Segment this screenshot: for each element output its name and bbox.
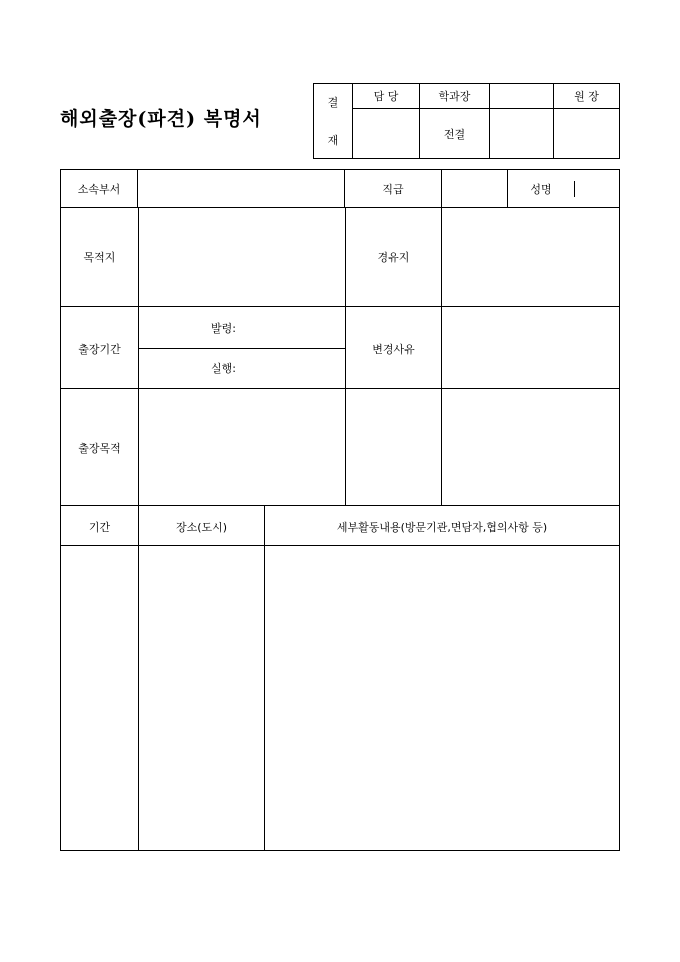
rank-label: 직급 <box>345 170 442 208</box>
affiliation-field[interactable] <box>138 170 345 208</box>
approval-wonjang-header: 원 장 <box>554 84 620 109</box>
destination-field[interactable] <box>139 207 345 306</box>
approval-blank-sign[interactable] <box>490 109 554 159</box>
approval-blank-header <box>490 84 554 109</box>
approval-hakgwajang-header: 학과장 <box>420 84 490 109</box>
rank-field[interactable] <box>442 170 508 208</box>
activity-place-field[interactable] <box>139 546 264 850</box>
approval-damdang-header: 담 당 <box>353 84 420 109</box>
name-field[interactable] <box>575 181 620 197</box>
actual-date-label: 실행: <box>211 362 236 375</box>
name-row-group <box>508 170 620 208</box>
approval-gyeol-label: 결 <box>327 96 339 109</box>
period-label: 출장기간 <box>78 343 121 356</box>
activity-detail-field[interactable] <box>265 546 619 850</box>
via-label: 경유지 <box>377 251 410 264</box>
report-form-table <box>60 169 620 208</box>
approval-gyeol-cell <box>314 84 353 159</box>
form-body <box>60 207 620 851</box>
change-reason-field[interactable] <box>442 307 619 388</box>
approval-jae-label: 재 <box>327 134 339 147</box>
approval-damdang-sign[interactable] <box>353 109 420 159</box>
order-date-label: 발령: <box>211 322 236 335</box>
activity-period-header: 기간 <box>88 521 111 534</box>
approval-jeongyeol-cell: 전결 <box>420 109 490 159</box>
approval-wonjang-sign[interactable] <box>554 109 620 159</box>
purpose-middle-field[interactable] <box>346 389 441 505</box>
affiliation-label: 소속부서 <box>61 170 138 208</box>
purpose-right-field[interactable] <box>442 389 619 505</box>
via-field[interactable] <box>442 207 619 306</box>
document-title: 해외출장(파견) 복명서 <box>60 108 262 130</box>
activity-detail-header: 세부활동내용(방문기관,면담자,협의사항 등) <box>336 521 548 534</box>
change-reason-label: 변경사유 <box>372 343 415 356</box>
purpose-field[interactable] <box>139 389 345 505</box>
activity-period-field[interactable] <box>61 546 138 850</box>
activity-place-header: 장소(도시) <box>175 521 228 534</box>
purpose-label: 출장목적 <box>78 442 121 455</box>
destination-label: 목적지 <box>83 251 116 264</box>
name-label: 성명 <box>508 181 575 197</box>
approval-table <box>313 83 620 159</box>
